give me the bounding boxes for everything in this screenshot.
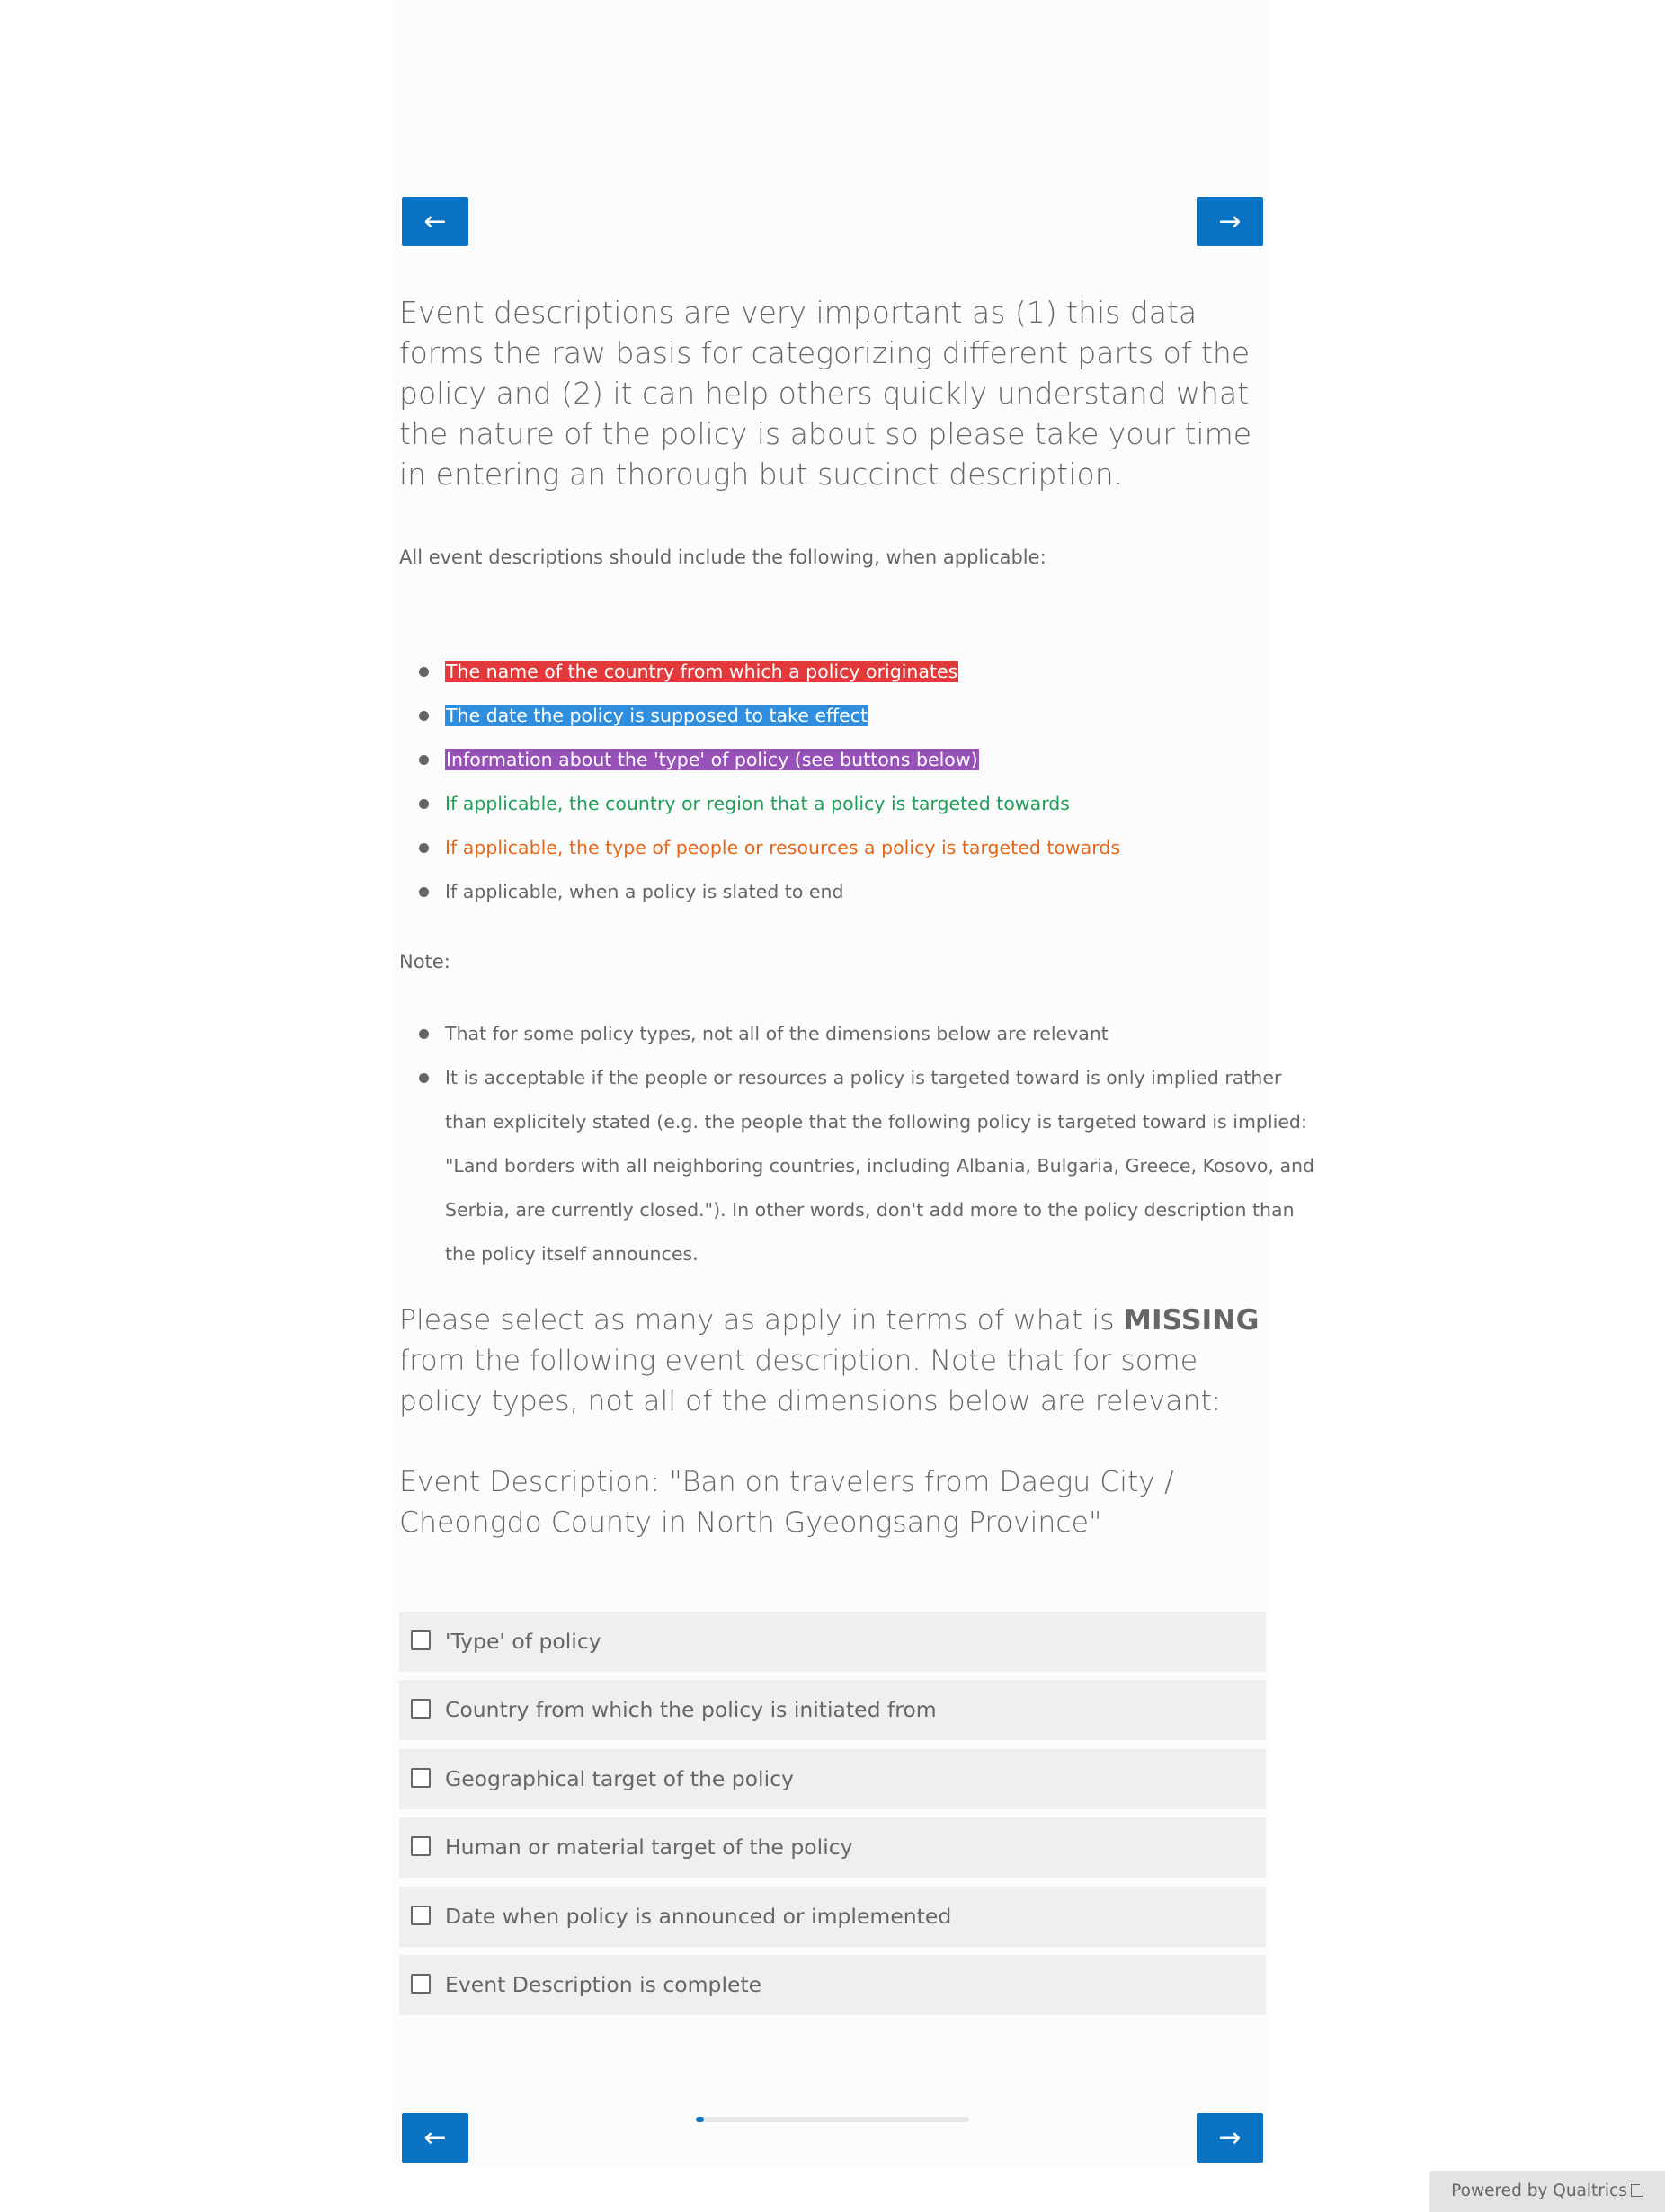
note-item-line: than explicitely stated (e.g. the people that the following policy is targeted toward is implied: <box>445 1111 1307 1133</box>
list-item <box>419 1056 1314 1276</box>
requirement-effective-date: The date the policy is supposed to take effect <box>446 705 868 726</box>
requirement-target-region: If applicable, the country or region that a policy is targeted towards <box>445 793 1070 814</box>
choice-country-origin[interactable] <box>399 1680 1266 1740</box>
note-label: Note: <box>399 951 450 973</box>
choice-label: 'Type' of policy <box>445 1629 601 1654</box>
checkbox[interactable] <box>411 1699 431 1719</box>
next-button-top[interactable]: → <box>1197 197 1263 246</box>
progress-bar <box>696 2117 969 2122</box>
requirements-lead: All event descriptions should include the following, when applicable: <box>399 546 1046 568</box>
next-button-bottom[interactable]: → <box>1197 2113 1263 2163</box>
choice-label: Human or material target of the policy <box>445 1834 853 1860</box>
choice-description-complete[interactable] <box>399 1955 1266 2015</box>
note-item-line: the policy itself announces. <box>445 1243 699 1265</box>
requirement-end-date: If applicable, when a policy is slated to end <box>445 881 844 902</box>
note-item-line: "Land borders with all neighboring countries, including Albania, Bulgaria, Greece, Kosovo, and <box>445 1155 1315 1177</box>
note-item-line: It is acceptable if the people or resources a policy is targeted toward is only implied rather <box>445 1067 1282 1088</box>
list-item <box>419 738 1120 782</box>
list-item <box>419 694 1120 738</box>
list-item <box>419 782 1120 826</box>
choice-human-material-target[interactable] <box>399 1817 1266 1878</box>
external-link-icon <box>1631 2184 1643 2197</box>
back-button-top[interactable]: ← <box>402 197 468 246</box>
requirements-list <box>419 650 1120 914</box>
note-item-line: Serbia, are currently closed."). In other words, don't add more to the policy description than <box>445 1199 1295 1221</box>
list-item <box>419 1012 1314 1056</box>
list-item <box>419 870 1120 914</box>
requirement-policy-type: Information about the 'type' of policy (see buttons below) <box>446 749 978 770</box>
intro-text: Event descriptions are very important as (1) this data forms the raw basis for categorizing different parts of the policy and (2) it can help others quickly understand what the nature of the policy is about so please take your time in entering an thorough but succinct description. <box>399 295 1252 492</box>
powered-by-qualtrics-link[interactable] <box>1429 2171 1665 2212</box>
checkbox[interactable] <box>411 1974 431 1994</box>
question-text-start: Please select as many as apply in terms of what is <box>399 1304 1124 1337</box>
choice-label: Event Description is complete <box>445 1972 762 1997</box>
choice-label: Geographical target of the policy <box>445 1766 794 1791</box>
question-text <box>399 1301 1262 1422</box>
choice-label: Country from which the policy is initiated from <box>445 1697 937 1722</box>
list-item <box>419 826 1120 870</box>
choice-geographical-target[interactable] <box>399 1749 1266 1809</box>
requirement-country-origin: The name of the country from which a policy originates <box>446 661 958 682</box>
powered-by-label: Powered by Qualtrics <box>1451 2181 1627 2200</box>
requirement-target-people: If applicable, the type of people or resources a policy is targeted towards <box>445 837 1121 858</box>
choice-label: Date when policy is announced or implemented <box>445 1904 952 1929</box>
choice-policy-type[interactable] <box>399 1612 1266 1672</box>
checkbox[interactable] <box>411 1630 431 1650</box>
note-list <box>419 1012 1314 1276</box>
back-button-bottom[interactable]: ← <box>402 2113 468 2163</box>
checkbox[interactable] <box>411 1906 431 1925</box>
note-item-text: That for some policy types, not all of the dimensions below are relevant <box>445 1023 1109 1044</box>
progress-bar-fill <box>696 2117 704 2122</box>
choice-date[interactable] <box>399 1887 1266 1947</box>
question-emphasis: MISSING <box>1123 1304 1260 1337</box>
checkbox[interactable] <box>411 1836 431 1856</box>
checkbox[interactable] <box>411 1768 431 1788</box>
question-text-end: from the following event description. Note that for some policy types, not all of the dimensions below are relevant: <box>399 1345 1222 1417</box>
list-item <box>419 650 1120 694</box>
event-description: Event Description: "Ban on travelers from Daegu City / Cheongdo County in North Gyeongsang Province" <box>399 1466 1174 1539</box>
